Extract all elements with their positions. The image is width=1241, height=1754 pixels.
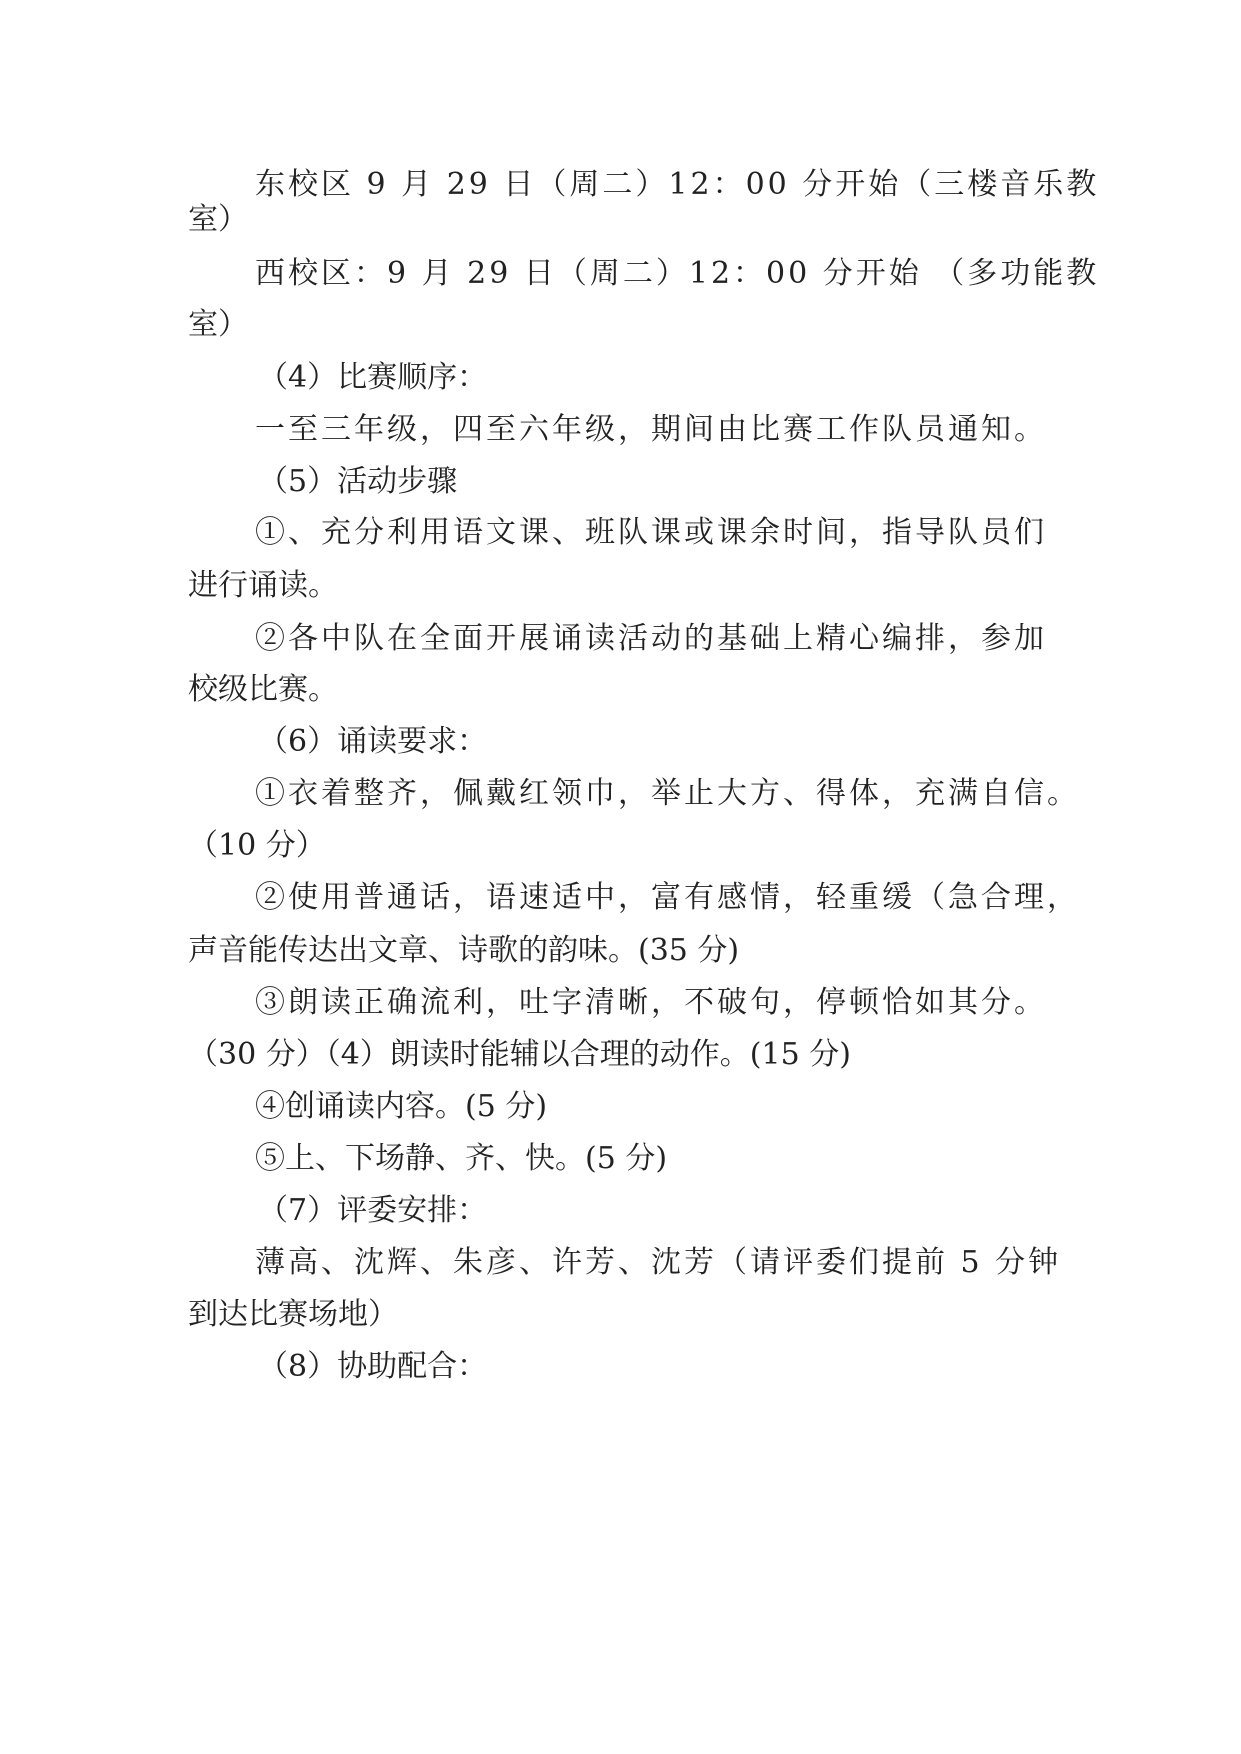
requirement-1-line: ①衣着整齐，佩戴红领巾，举止大方、得体，充满自信。 xyxy=(255,776,1080,811)
requirement-3-line: ③朗读正确流利，吐字清晰，不破句，停顿恰如其分。 xyxy=(255,985,1047,1020)
section-5-heading: （5）活动步骤 xyxy=(258,464,458,499)
competition-order-text: 一至三年级，四至六年级，期间由比赛工作队员通知。 xyxy=(255,412,1047,447)
requirement-5-line: ⑤上、下场静、齐、快。(5 分) xyxy=(255,1141,668,1176)
requirement-2-line: ②使用普通话，语速适中，富有感情，轻重缓（急合理， xyxy=(255,880,1080,915)
requirement-1-score: （10 分） xyxy=(188,828,326,863)
requirement-3-line-cont: （30 分）（4）朗读时能辅以合理的动作。(15 分) xyxy=(188,1037,851,1072)
step-1-line-cont: 进行诵读。 xyxy=(188,568,338,603)
judges-line: 薄高、沈辉、朱彦、许芳、沈芳（请评委们提前 5 分钟 xyxy=(255,1245,1062,1280)
east-campus-line-cont: 室） xyxy=(188,202,248,237)
west-campus-line: 西校区：9 月 29 日（周二）12：00 分开始 （多功能教 xyxy=(255,256,1100,291)
section-4-heading: （4）比赛顺序： xyxy=(258,360,488,395)
judges-line-cont: 到达比赛场地） xyxy=(188,1297,398,1332)
east-campus-line: 东校区 9 月 29 日（周二）12：00 分开始（三楼音乐教 xyxy=(255,167,1100,202)
step-2-line: ②各中队在全面开展诵读活动的基础上精心编排，参加 xyxy=(255,621,1047,656)
step-2-line-cont: 校级比赛。 xyxy=(188,672,338,707)
requirement-4-line: ④创诵读内容。(5 分) xyxy=(255,1089,548,1124)
section-8-heading: （8）协助配合： xyxy=(258,1349,488,1384)
west-campus-line-cont: 室） xyxy=(188,307,248,342)
requirement-2-line-cont: 声音能传达出文章、诗歌的韵味。(35 分) xyxy=(188,933,740,968)
section-6-heading: （6）诵读要求： xyxy=(258,724,488,759)
section-7-heading: （7）评委安排： xyxy=(258,1193,488,1228)
step-1-line: ①、充分利用语文课、班队课或课余时间，指导队员们 xyxy=(255,515,1047,550)
